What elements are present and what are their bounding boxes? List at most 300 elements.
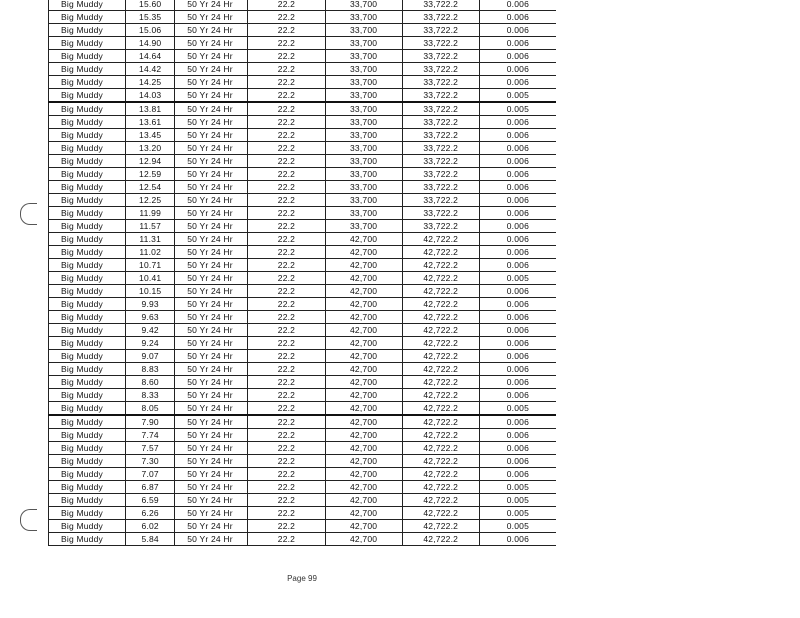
storm-event-cell: 50 Yr 24 Hr [175,233,248,246]
total-cell: 33,722.2 [402,89,479,103]
ratio-cell: 0.006 [479,220,556,233]
value-a-cell: 22.2 [248,272,325,285]
storm-event-cell: 50 Yr 24 Hr [175,181,248,194]
ratio-cell: 0.006 [479,0,556,11]
river-mile-cell: 9.07 [126,350,175,363]
ratio-cell: 0.006 [479,350,556,363]
river-mile-cell: 14.25 [126,76,175,89]
river-mile-cell: 8.60 [126,376,175,389]
stream-name-cell: Big Muddy [49,376,126,389]
value-a-cell: 22.2 [248,376,325,389]
total-cell: 33,722.2 [402,194,479,207]
river-mile-cell: 11.57 [126,220,175,233]
river-mile-cell: 14.64 [126,50,175,63]
value-a-cell: 22.2 [248,311,325,324]
table-row [49,324,557,337]
river-mile-cell: 7.74 [126,429,175,442]
value-b-cell: 42,700 [325,272,402,285]
ratio-cell: 0.005 [479,481,556,494]
table-row [49,116,557,129]
value-a-cell: 22.2 [248,50,325,63]
table-row [49,24,557,37]
storm-event-cell: 50 Yr 24 Hr [175,0,248,11]
total-cell: 33,722.2 [402,50,479,63]
stream-name-cell: Big Muddy [49,76,126,89]
table-row [49,233,557,246]
storm-event-cell: 50 Yr 24 Hr [175,442,248,455]
table-row [49,298,557,311]
value-b-cell: 33,700 [325,0,402,11]
river-mile-cell: 8.83 [126,363,175,376]
stream-name-cell: Big Muddy [49,350,126,363]
ratio-cell: 0.005 [479,89,556,103]
stream-name-cell: Big Muddy [49,468,126,481]
table-row [49,429,557,442]
storm-event-cell: 50 Yr 24 Hr [175,324,248,337]
stream-name-cell: Big Muddy [49,311,126,324]
table-row [49,50,557,63]
binder-hole-mark [20,203,37,225]
value-a-cell: 22.2 [248,63,325,76]
river-station-flow-table [48,0,556,546]
total-cell: 33,722.2 [402,11,479,24]
river-mile-cell: 7.57 [126,442,175,455]
ratio-cell: 0.006 [479,533,556,546]
total-cell: 33,722.2 [402,24,479,37]
stream-name-cell: Big Muddy [49,272,126,285]
stream-name-cell: Big Muddy [49,259,126,272]
value-a-cell: 22.2 [248,402,325,416]
ratio-cell: 0.006 [479,194,556,207]
table-row [49,389,557,402]
value-b-cell: 33,700 [325,63,402,76]
stream-name-cell: Big Muddy [49,142,126,155]
ratio-cell: 0.006 [479,155,556,168]
total-cell: 42,722.2 [402,389,479,402]
ratio-cell: 0.006 [479,363,556,376]
storm-event-cell: 50 Yr 24 Hr [175,102,248,116]
value-a-cell: 22.2 [248,129,325,142]
value-b-cell: 33,700 [325,220,402,233]
ratio-cell: 0.006 [479,233,556,246]
storm-event-cell: 50 Yr 24 Hr [175,350,248,363]
ratio-cell: 0.006 [479,76,556,89]
value-b-cell: 33,700 [325,181,402,194]
value-a-cell: 22.2 [248,337,325,350]
storm-event-cell: 50 Yr 24 Hr [175,37,248,50]
value-a-cell: 22.2 [248,298,325,311]
storm-event-cell: 50 Yr 24 Hr [175,415,248,429]
storm-event-cell: 50 Yr 24 Hr [175,129,248,142]
value-a-cell: 22.2 [248,24,325,37]
river-mile-cell: 12.94 [126,155,175,168]
value-a-cell: 22.2 [248,194,325,207]
river-mile-cell: 9.63 [126,311,175,324]
value-a-cell: 22.2 [248,533,325,546]
table-row [49,455,557,468]
storm-event-cell: 50 Yr 24 Hr [175,24,248,37]
river-mile-cell: 13.45 [126,129,175,142]
river-mile-cell: 13.61 [126,116,175,129]
value-a-cell: 22.2 [248,468,325,481]
value-b-cell: 42,700 [325,363,402,376]
river-mile-cell: 10.15 [126,285,175,298]
river-mile-cell: 6.02 [126,520,175,533]
value-a-cell: 22.2 [248,259,325,272]
value-a-cell: 22.2 [248,207,325,220]
storm-event-cell: 50 Yr 24 Hr [175,246,248,259]
total-cell: 33,722.2 [402,142,479,155]
total-cell: 42,722.2 [402,259,479,272]
value-a-cell: 22.2 [248,507,325,520]
ratio-cell: 0.006 [479,298,556,311]
value-b-cell: 33,700 [325,11,402,24]
ratio-cell: 0.006 [479,181,556,194]
total-cell: 33,722.2 [402,168,479,181]
stream-name-cell: Big Muddy [49,285,126,298]
storm-event-cell: 50 Yr 24 Hr [175,11,248,24]
total-cell: 42,722.2 [402,311,479,324]
value-a-cell: 22.2 [248,442,325,455]
stream-name-cell: Big Muddy [49,129,126,142]
ratio-cell: 0.006 [479,259,556,272]
value-a-cell: 22.2 [248,363,325,376]
ratio-cell: 0.005 [479,272,556,285]
value-b-cell: 42,700 [325,337,402,350]
total-cell: 42,722.2 [402,376,479,389]
stream-name-cell: Big Muddy [49,0,126,11]
total-cell: 33,722.2 [402,181,479,194]
river-mile-cell: 8.05 [126,402,175,416]
stream-name-cell: Big Muddy [49,415,126,429]
ratio-cell: 0.006 [479,455,556,468]
table-row [49,337,557,350]
total-cell: 33,722.2 [402,129,479,142]
value-b-cell: 42,700 [325,389,402,402]
storm-event-cell: 50 Yr 24 Hr [175,116,248,129]
stream-name-cell: Big Muddy [49,337,126,350]
total-cell: 42,722.2 [402,415,479,429]
stream-name-cell: Big Muddy [49,37,126,50]
value-b-cell: 33,700 [325,37,402,50]
value-a-cell: 22.2 [248,520,325,533]
stream-name-cell: Big Muddy [49,520,126,533]
total-cell: 33,722.2 [402,207,479,220]
value-a-cell: 22.2 [248,155,325,168]
stream-name-cell: Big Muddy [49,533,126,546]
total-cell: 42,722.2 [402,246,479,259]
ratio-cell: 0.005 [479,102,556,116]
value-b-cell: 33,700 [325,50,402,63]
table-row [49,102,557,116]
value-b-cell: 42,700 [325,233,402,246]
ratio-cell: 0.006 [479,246,556,259]
binder-hole-mark [20,509,37,531]
value-b-cell: 42,700 [325,533,402,546]
value-b-cell: 42,700 [325,402,402,416]
river-mile-cell: 6.26 [126,507,175,520]
value-b-cell: 42,700 [325,324,402,337]
total-cell: 42,722.2 [402,520,479,533]
table-row [49,89,557,103]
total-cell: 42,722.2 [402,507,479,520]
value-b-cell: 42,700 [325,350,402,363]
value-b-cell: 33,700 [325,207,402,220]
value-b-cell: 42,700 [325,429,402,442]
stream-name-cell: Big Muddy [49,24,126,37]
ratio-cell: 0.006 [479,311,556,324]
value-a-cell: 22.2 [248,415,325,429]
value-a-cell: 22.2 [248,11,325,24]
value-b-cell: 33,700 [325,142,402,155]
stream-name-cell: Big Muddy [49,507,126,520]
total-cell: 42,722.2 [402,442,479,455]
stream-name-cell: Big Muddy [49,363,126,376]
storm-event-cell: 50 Yr 24 Hr [175,63,248,76]
total-cell: 42,722.2 [402,429,479,442]
stream-name-cell: Big Muddy [49,194,126,207]
river-mile-cell: 11.99 [126,207,175,220]
storm-event-cell: 50 Yr 24 Hr [175,220,248,233]
stream-name-cell: Big Muddy [49,89,126,103]
stream-name-cell: Big Muddy [49,168,126,181]
storm-event-cell: 50 Yr 24 Hr [175,402,248,416]
storm-event-cell: 50 Yr 24 Hr [175,494,248,507]
storm-event-cell: 50 Yr 24 Hr [175,89,248,103]
storm-event-cell: 50 Yr 24 Hr [175,168,248,181]
value-b-cell: 42,700 [325,442,402,455]
value-a-cell: 22.2 [248,0,325,11]
value-a-cell: 22.2 [248,76,325,89]
ratio-cell: 0.006 [479,324,556,337]
total-cell: 33,722.2 [402,102,479,116]
stream-name-cell: Big Muddy [49,494,126,507]
value-a-cell: 22.2 [248,494,325,507]
value-b-cell: 33,700 [325,194,402,207]
total-cell: 42,722.2 [402,455,479,468]
value-b-cell: 42,700 [325,246,402,259]
table-row [49,376,557,389]
table-row [49,37,557,50]
value-b-cell: 42,700 [325,376,402,389]
value-b-cell: 42,700 [325,481,402,494]
value-b-cell: 42,700 [325,520,402,533]
value-b-cell: 42,700 [325,507,402,520]
storm-event-cell: 50 Yr 24 Hr [175,207,248,220]
ratio-cell: 0.006 [479,468,556,481]
total-cell: 33,722.2 [402,76,479,89]
value-b-cell: 42,700 [325,311,402,324]
storm-event-cell: 50 Yr 24 Hr [175,389,248,402]
total-cell: 42,722.2 [402,350,479,363]
total-cell: 42,722.2 [402,285,479,298]
ratio-cell: 0.005 [479,402,556,416]
total-cell: 42,722.2 [402,298,479,311]
value-a-cell: 22.2 [248,455,325,468]
table-row [49,155,557,168]
table-row [49,0,557,11]
storm-event-cell: 50 Yr 24 Hr [175,298,248,311]
river-mile-cell: 5.84 [126,533,175,546]
value-a-cell: 22.2 [248,116,325,129]
table-row [49,442,557,455]
total-cell: 42,722.2 [402,402,479,416]
value-b-cell: 33,700 [325,24,402,37]
value-a-cell: 22.2 [248,246,325,259]
value-b-cell: 42,700 [325,415,402,429]
stream-name-cell: Big Muddy [49,429,126,442]
river-mile-cell: 8.33 [126,389,175,402]
stream-name-cell: Big Muddy [49,246,126,259]
value-a-cell: 22.2 [248,429,325,442]
total-cell: 42,722.2 [402,233,479,246]
value-a-cell: 22.2 [248,350,325,363]
table-row [49,533,557,546]
value-b-cell: 42,700 [325,468,402,481]
total-cell: 42,722.2 [402,468,479,481]
value-a-cell: 22.2 [248,89,325,103]
stream-name-cell: Big Muddy [49,11,126,24]
table-row [49,246,557,259]
table-row [49,168,557,181]
river-mile-cell: 14.42 [126,63,175,76]
value-b-cell: 33,700 [325,116,402,129]
storm-event-cell: 50 Yr 24 Hr [175,194,248,207]
stream-name-cell: Big Muddy [49,155,126,168]
stream-name-cell: Big Muddy [49,324,126,337]
value-a-cell: 22.2 [248,389,325,402]
value-b-cell: 33,700 [325,168,402,181]
value-a-cell: 22.2 [248,168,325,181]
stream-name-cell: Big Muddy [49,233,126,246]
ratio-cell: 0.006 [479,24,556,37]
river-mile-cell: 9.93 [126,298,175,311]
data-table-container [48,0,556,546]
river-mile-cell: 6.59 [126,494,175,507]
table-row [49,350,557,363]
river-mile-cell: 9.24 [126,337,175,350]
table-row [49,181,557,194]
ratio-cell: 0.006 [479,285,556,298]
storm-event-cell: 50 Yr 24 Hr [175,142,248,155]
value-b-cell: 42,700 [325,298,402,311]
ratio-cell: 0.006 [479,142,556,155]
ratio-cell: 0.006 [479,442,556,455]
stream-name-cell: Big Muddy [49,50,126,63]
table-row [49,129,557,142]
ratio-cell: 0.006 [479,50,556,63]
value-a-cell: 22.2 [248,481,325,494]
table-row [49,468,557,481]
river-mile-cell: 7.30 [126,455,175,468]
table-row [49,494,557,507]
river-mile-cell: 14.90 [126,37,175,50]
river-mile-cell: 13.20 [126,142,175,155]
table-row [49,507,557,520]
river-mile-cell: 11.31 [126,233,175,246]
value-b-cell: 33,700 [325,89,402,103]
river-mile-cell: 6.87 [126,481,175,494]
river-mile-cell: 13.81 [126,102,175,116]
value-b-cell: 42,700 [325,455,402,468]
table-row [49,311,557,324]
storm-event-cell: 50 Yr 24 Hr [175,455,248,468]
value-b-cell: 42,700 [325,259,402,272]
stream-name-cell: Big Muddy [49,207,126,220]
river-mile-cell: 12.59 [126,168,175,181]
storm-event-cell: 50 Yr 24 Hr [175,285,248,298]
storm-event-cell: 50 Yr 24 Hr [175,155,248,168]
value-a-cell: 22.2 [248,181,325,194]
storm-event-cell: 50 Yr 24 Hr [175,481,248,494]
ratio-cell: 0.005 [479,494,556,507]
value-b-cell: 42,700 [325,494,402,507]
river-mile-cell: 7.07 [126,468,175,481]
table-row [49,63,557,76]
storm-event-cell: 50 Yr 24 Hr [175,50,248,63]
stream-name-cell: Big Muddy [49,102,126,116]
river-mile-cell: 15.60 [126,0,175,11]
value-b-cell: 33,700 [325,155,402,168]
stream-name-cell: Big Muddy [49,389,126,402]
ratio-cell: 0.006 [479,37,556,50]
stream-name-cell: Big Muddy [49,181,126,194]
storm-event-cell: 50 Yr 24 Hr [175,311,248,324]
storm-event-cell: 50 Yr 24 Hr [175,468,248,481]
total-cell: 42,722.2 [402,533,479,546]
river-mile-cell: 7.90 [126,415,175,429]
table-row [49,402,557,416]
ratio-cell: 0.006 [479,415,556,429]
stream-name-cell: Big Muddy [49,442,126,455]
total-cell: 42,722.2 [402,272,479,285]
total-cell: 33,722.2 [402,63,479,76]
river-mile-cell: 15.35 [126,11,175,24]
total-cell: 33,722.2 [402,155,479,168]
ratio-cell: 0.006 [479,168,556,181]
storm-event-cell: 50 Yr 24 Hr [175,272,248,285]
total-cell: 42,722.2 [402,324,479,337]
storm-event-cell: 50 Yr 24 Hr [175,507,248,520]
river-mile-cell: 12.25 [126,194,175,207]
total-cell: 33,722.2 [402,220,479,233]
table-row [49,142,557,155]
value-b-cell: 33,700 [325,129,402,142]
total-cell: 33,722.2 [402,37,479,50]
storm-event-cell: 50 Yr 24 Hr [175,337,248,350]
table-row [49,363,557,376]
table-row [49,481,557,494]
total-cell: 42,722.2 [402,481,479,494]
table-row [49,520,557,533]
ratio-cell: 0.006 [479,429,556,442]
value-a-cell: 22.2 [248,324,325,337]
ratio-cell: 0.006 [479,389,556,402]
value-b-cell: 33,700 [325,76,402,89]
ratio-cell: 0.006 [479,376,556,389]
stream-name-cell: Big Muddy [49,63,126,76]
table-row [49,207,557,220]
table-row [49,259,557,272]
ratio-cell: 0.005 [479,520,556,533]
river-mile-cell: 10.41 [126,272,175,285]
storm-event-cell: 50 Yr 24 Hr [175,259,248,272]
ratio-cell: 0.006 [479,63,556,76]
storm-event-cell: 50 Yr 24 Hr [175,76,248,89]
ratio-cell: 0.005 [479,507,556,520]
river-mile-cell: 12.54 [126,181,175,194]
stream-name-cell: Big Muddy [49,481,126,494]
